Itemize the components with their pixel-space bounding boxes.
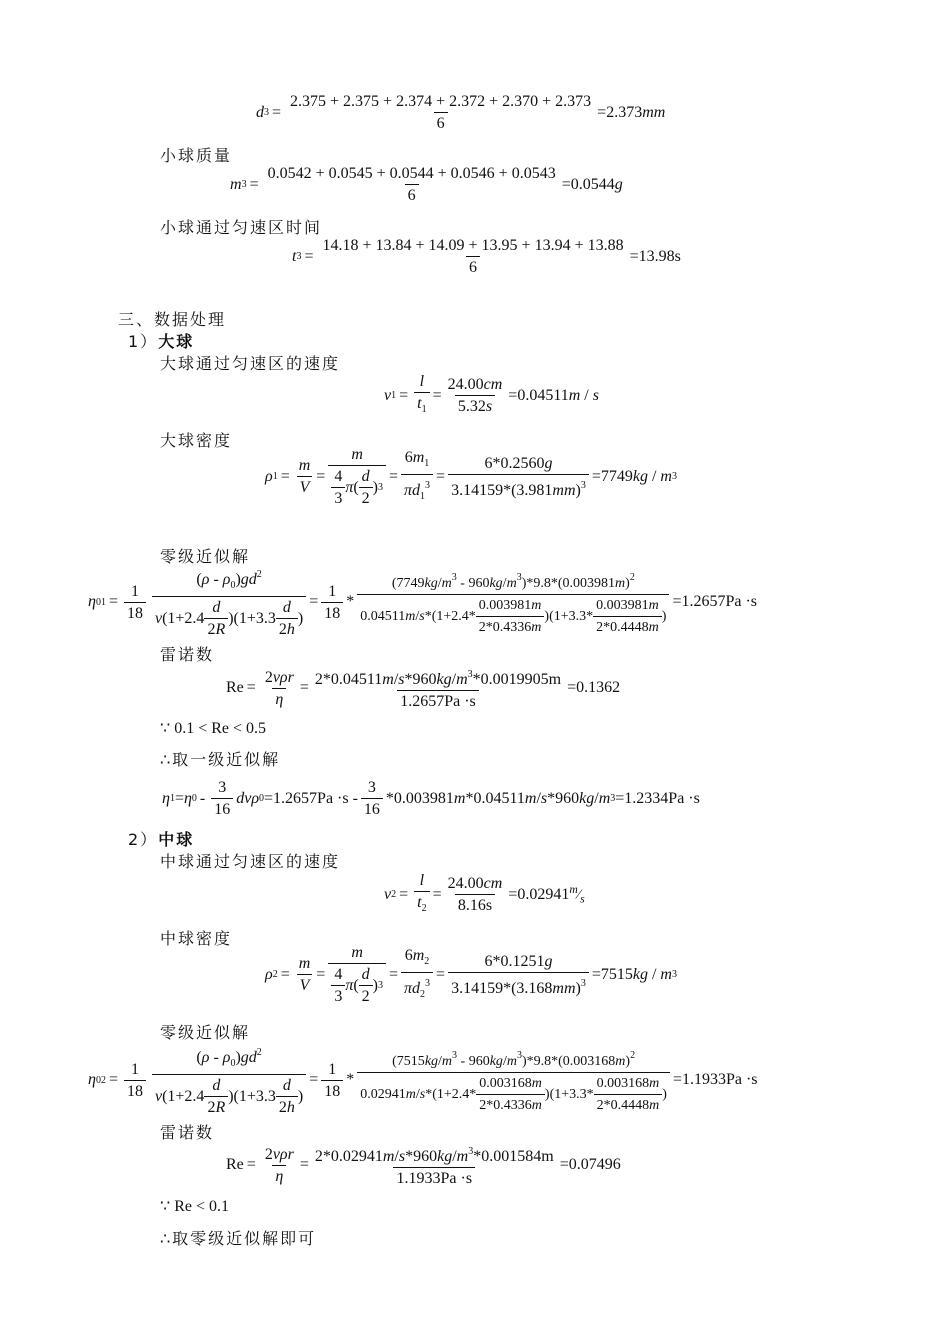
mid-velocity-label: 中球通过匀速区的速度 [160,852,341,871]
rho1-numerator: 6*0.2560 [484,454,545,472]
eta01-result: =1.2657Pa ·s [672,593,758,610]
equation-re2: Re = $\frac{\text{2vρr}}{\eta}$ = $\frac{2*0.02941m/s*960kg/m^3*0.001584m}{1.1933Pa \cdot s}$ = 0.07496 [226,1145,621,1187]
rho2-result: 7515 [600,965,633,983]
big-ball-heading [128,329,194,352]
equation-t3: t 3 = $\frac{14.18 + 13.84 + 14.09 + 13.95 + 13.94 + 13.88}{6}$ = 13.98 s [292,237,681,276]
eta02-rho: (7515 [392,1053,425,1069]
eta02-corr2: )(1+3.3* [544,1086,594,1102]
big-ball-title: 大球 [158,332,195,351]
eta02-f1-num: 0.003168 [479,1075,532,1091]
eta02-f1-den: 2*0.4336 [479,1097,532,1113]
mid-ball-title: 中球 [158,830,195,849]
m3-denominator: 6 [405,184,419,204]
m3-numerator: 0.0542 + 0.0545 + 0.0544 + 0.0546 + 0.0543 [267,165,556,182]
eta1-eta0: =1.2657Pa ·s - [264,789,358,807]
eta01-f1-den: 2*0.4336 [478,619,532,635]
rho1-result: 7749 [600,467,633,485]
equation-eta01: η 01 = $\frac{1}{18}$ $(\rho - \rho_0)gd^2$ v (1+2.4 $\frac{d}{2R}$ )(1+3.3 $\frac{d}{2h}$ ) = $\frac{1}{18}$ * $(7749kg/m^3 - 960kg/m^3)*9.8*(0.003981m)^2$ 0.04511 m / s *(1+2.4* $\frac{0.003981m}{2*0.4336m}$ )(1+3.3* $\frac{0.003981m}{2*0.4448m}$ ) =1.2657Pa ·s [88,569,758,638]
equation-v2: v 2 = $\frac{l}{t_2}$ = $\frac{24.00cm}{8.16s}$ = 0.02941 $^m⁄_s$ [384,872,585,917]
t3-unit: s [674,247,681,265]
eta02-rho0: - 960 [457,1053,490,1069]
mid-ball-prefix: 2） [128,830,159,849]
rho2-numerator: 6*0.1251 [484,952,545,970]
small-mass-label: 小球质量 [160,146,233,165]
v2-distance: 24.00 [447,875,484,892]
eta01-f2-den: 2*0.4448 [596,619,649,635]
v2-time: 8.16 [457,897,486,914]
re1-radius: *0.0019905m [472,671,562,688]
t3-denominator: 6 [466,256,480,276]
eta02-f2-num: 0.003168 [596,1075,650,1091]
re2-result: 0.07496 [568,1156,621,1173]
eta01-diameter: )*9.8*(0.003981 [521,575,616,591]
eta01-f1-num: 0.003981 [478,597,532,613]
equation-d3: d 3 = $\frac{2.375 + 2.375 + 2.374 + 2.372 + 2.370 + 2.373}{6}$ = 2.373 mm [256,93,666,132]
eta01-rho: (7749 [391,575,425,591]
t3-numerator: 14.18 + 13.84 + 14.09 + 13.95 + 13.94 + 13.88 [322,237,624,254]
re2-radius: *0.001584m [473,1148,554,1165]
re1-velocity: 2*0.04511 [314,671,383,688]
eta1-result: =1.2334Pa ·s [615,789,700,807]
eta02-diameter: )*9.8*(0.003168 [521,1053,616,1069]
re2-rho: *960 [405,1148,438,1165]
re2-velocity: 2*0.02941 [314,1148,383,1165]
equation-rho2: ρ 2 = $\frac{m}{V}$ = m $\frac{4}{3}$ π ( $\frac{d}{2}$ ) 3 = $\frac{6m_2}{\pi d_2^3}$ = $\frac{6*0.1251g}{3.14159*(3.168mm)^3}$ = 7515 kg / m 3 [265,944,677,1005]
eta01-velocity: 0.04511 [360,608,406,624]
eta02-corr1: *(1+2.4* [425,1086,477,1102]
condition-2-text: Re < 0.1 [174,1198,229,1215]
reynolds-label: 雷诺数 [160,645,215,664]
equation-eta02: η 02 = $\frac{1}{18}$ $(\rho - \rho_0)gd^2$ v (1+2.4 $\frac{d}{2R}$ )(1+3.3 $\frac{d}{2h}$ ) = $\frac{1}{18}$ * $(7515kg/m^3 - 960kg/m^3)*9.8*(0.003168m)^2$ 0.02941 m / s *(1+2.4* $\frac{0.003168m}{2*0.4336m}$ )(1+3.3* $\frac{0.003168m}{2*0.4448m}$ ) =1.1933Pa ·s [88,1047,758,1116]
big-ball-prefix: 1） [128,332,159,351]
condition-1: ∵ 0.1 < Re < 0.5 [160,720,267,737]
rho1-denominator: 3.14159*(3.981 [451,481,553,499]
equation-rho1: ρ 1 = $\frac{m}{V}$ = m $\frac{4}{3}$ π ( $\frac{d}{2}$ ) 3 = $\frac{6m_1}{\pi d_1^3}$ = $\frac{6*0.2560g}{3.14159*(3.981mm)^3}$ = 7749 kg / m 3 [265,446,677,507]
take-zero-order: ∴取零级近似解即可 [160,1229,317,1248]
eta1-diameter: *0.003981 [385,789,454,807]
take-first-order: ∴取一级近似解 [160,750,281,769]
section-heading: 三、数据处理 [118,310,227,329]
condition-1-text: 0.1 < Re < 0.5 [174,720,267,737]
equation-eta1: η 1 = η 0 - $\frac{3}{16}$ dvρ 0 =1.2657Pa ·s - $\frac{3}{16}$ *0.003981 m *0.04511 m / s *960 kg / m 3 =1.2334Pa ·s [162,779,700,818]
m3-unit: g [614,175,623,193]
eta1-velocity: *0.04511 [465,789,525,807]
re2-denominator: 1.1933Pa ·s [393,1167,475,1187]
eta1-rho: *960 [547,789,580,807]
equation-m3: m 3 = $\frac{0.0542 + 0.0545 + 0.0544 + 0.0546 + 0.0543}{6}$ = 0.0544 g [230,165,623,204]
d3-denominator: 6 [434,112,448,132]
eta02-velocity: 0.02941 [360,1086,406,1102]
equation-v1: v 1 = $\frac{l}{t_1}$ = $\frac{24.00cm}{5.32s}$ = 0.04511 m / s [384,373,599,418]
v1-time: 5.32 [457,398,486,415]
v1-result: 0.04511 [517,386,569,404]
eta01-f2-num: 0.003981 [596,597,649,613]
big-density-label: 大球密度 [160,431,233,450]
d3-unit: mm [642,103,666,121]
re1-denominator: 1.2657Pa ·s [397,690,479,710]
re1-result: 0.1362 [576,679,621,696]
d3-result: 2.373 [606,103,643,121]
reynolds-label-2: 雷诺数 [160,1123,215,1142]
eta01-corr2: )(1+3.3* [544,608,594,624]
equation-re1: Re = $\frac{\text{2vρr}}{\eta}$ = $\frac{2*0.04511m/s*960kg/m^3*0.0019905m}{1.2657Pa \cdot s}$ = 0.1362 [226,668,621,710]
eta01-rho0: - 960 [456,575,490,591]
condition-2: ∵ Re < 0.1 [160,1198,229,1215]
mid-ball-heading [128,827,194,850]
eta01-corr1: *(1+2.4* [424,608,476,624]
m3-result: 0.0544 [570,175,615,193]
v1-distance: 24.00 [447,376,484,393]
big-velocity-label: 大球通过匀速区的速度 [160,354,341,373]
re1-rho: *960 [404,671,437,688]
v2-result: 0.02941 [517,885,570,903]
small-time-label: 小球通过匀速区时间 [160,218,323,237]
zero-order-label-2: 零级近似解 [160,1023,251,1042]
eta02-result: =1.1933Pa ·s [672,1071,758,1088]
t3-result: 13.98 [638,247,675,265]
eta02-f2-den: 2*0.4448 [596,1097,650,1113]
mid-density-label: 中球密度 [160,929,233,948]
d3-numerator: 2.375 + 2.375 + 2.374 + 2.372 + 2.370 + 2.373 [290,93,592,110]
zero-order-label: 零级近似解 [160,547,251,566]
rho2-denominator: 3.14159*(3.168 [451,979,553,997]
